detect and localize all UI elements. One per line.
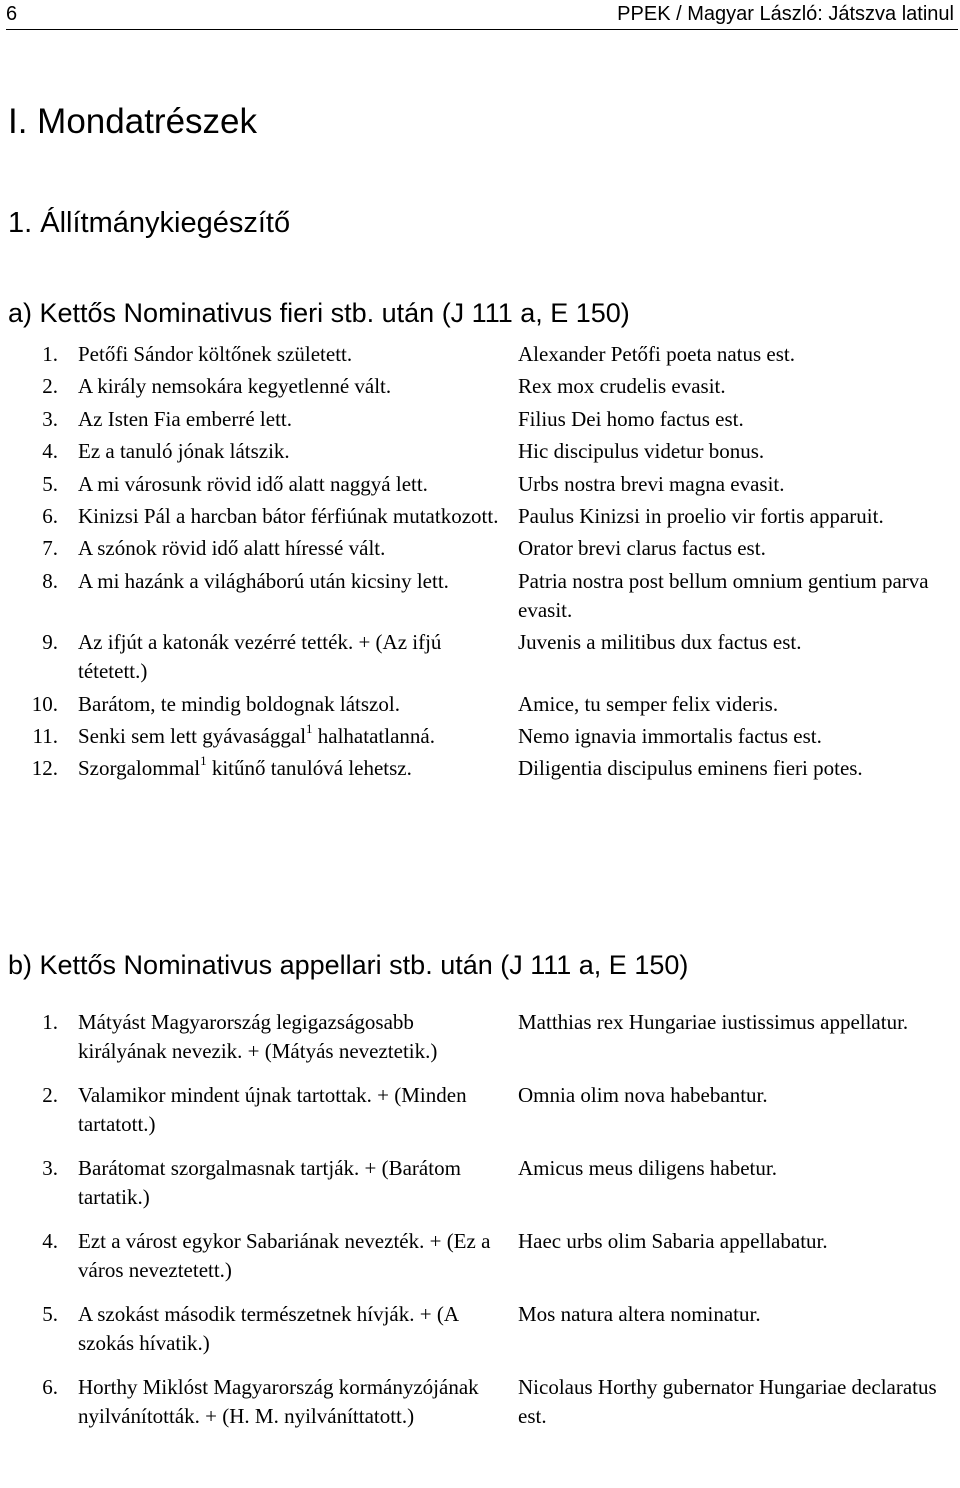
latin-sentence: Diligentia discipulus eminens fieri potes. xyxy=(518,756,863,781)
sentence-row xyxy=(0,754,960,783)
item-number: 1. xyxy=(42,342,58,366)
sentence-row xyxy=(0,1154,960,1212)
latin-sentence: Rex mox crudelis evasit. xyxy=(518,374,726,399)
hungarian-sentence: A szónok rövid idő alatt híressé vált. xyxy=(78,536,386,561)
latin-sentence: Orator brevi clarus factus est. xyxy=(518,536,766,561)
item-number: 4. xyxy=(42,1229,58,1253)
item-number: 11. xyxy=(32,723,58,748)
sentence-row xyxy=(0,628,960,686)
latin-sentence: Amice, tu semper felix videris. xyxy=(518,691,779,716)
sentence-row xyxy=(0,534,960,563)
hungarian-sentence: Horthy Miklóst Magyarország kormányzójának nyilvánították. + (H. M. nyilváníttatott.) xyxy=(78,1375,479,1428)
sentence-row xyxy=(0,1081,960,1139)
hungarian-sentence: Ezt a várost egykor Sabariának nevezték. + (Ez a város neveztetett.) xyxy=(78,1229,491,1282)
sentence-row xyxy=(0,722,960,751)
sentence-text: kitűnő tanulóvá lehetsz. xyxy=(206,756,412,781)
hungarian-sentence: Barátomat szorgalmasnak tartják. + (Barátom tartatik.) xyxy=(78,1156,461,1209)
sentence-row xyxy=(0,1008,960,1066)
sentence-text: halhatatlanná. xyxy=(312,723,435,748)
latin-sentence: Amicus meus diligens habetur. xyxy=(518,1156,777,1180)
sentence-row xyxy=(0,340,960,369)
sentence-text: Szorgalommal xyxy=(78,756,201,781)
sentence-list-a xyxy=(0,340,960,787)
hungarian-sentence: A mi városunk rövid idő alatt naggyá lett. xyxy=(78,471,428,496)
sentence-row xyxy=(0,405,960,434)
hungarian-sentence: A mi hazánk a világháború után kicsiny lett. xyxy=(78,568,449,593)
section-title: 1. Állítmánykiegészítő xyxy=(8,207,291,239)
latin-sentence: Alexander Petőfi poeta natus est. xyxy=(518,342,795,366)
item-number: 2. xyxy=(42,374,58,399)
hungarian-sentence: Valamikor mindent újnak tartottak. + (Minden tartatott.) xyxy=(78,1083,467,1136)
subsection-b-title: b) Kettős Nominativus appellari stb. után (J 111 a, E 150) xyxy=(8,950,689,980)
latin-sentence: Hic discipulus videtur bonus. xyxy=(518,439,765,464)
item-number: 6. xyxy=(42,1375,58,1399)
item-number: 8. xyxy=(42,568,58,593)
latin-sentence: Urbs nostra brevi magna evasit. xyxy=(518,471,785,496)
latin-sentence: Haec urbs olim Sabaria appellabatur. xyxy=(518,1229,828,1253)
latin-sentence: Matthias rex Hungariae iustissimus appellatur. xyxy=(518,1010,909,1034)
hungarian-sentence: Az Isten Fia emberré lett. xyxy=(78,406,292,431)
header-rule xyxy=(6,29,958,30)
item-number: 2. xyxy=(42,1083,58,1107)
sentence-row xyxy=(0,470,960,499)
hungarian-sentence: Kinizsi Pál a harcban bátor férfiúnak mutatkozott. xyxy=(78,503,499,528)
hungarian-sentence: A király nemsokára kegyetlenné vált. xyxy=(78,374,392,399)
item-number: 5. xyxy=(42,1302,58,1326)
item-number: 1. xyxy=(42,1010,58,1034)
footnote-marker: 1 xyxy=(306,720,313,736)
item-number: 4. xyxy=(42,439,58,464)
hungarian-sentence: Petőfi Sándor költőnek született. xyxy=(78,342,353,366)
footnote-marker: 1 xyxy=(200,753,207,769)
sentence-row xyxy=(0,690,960,719)
page-header xyxy=(6,2,954,28)
latin-sentence: Paulus Kinizsi in proelio vir fortis apparuit. xyxy=(518,503,884,528)
item-number: 5. xyxy=(42,471,58,496)
sentence-row xyxy=(0,437,960,466)
latin-sentence: Nicolaus Horthy gubernator Hungariae declaratus est. xyxy=(518,1375,937,1428)
chapter-title: I. Mondatrészek xyxy=(8,102,257,141)
sentence-row xyxy=(0,372,960,401)
latin-sentence: Patria nostra post bellum omnium gentium parva evasit. xyxy=(518,568,929,622)
item-number: 9. xyxy=(42,630,58,655)
latin-sentence: Filius Dei homo factus est. xyxy=(518,406,744,431)
hungarian-sentence: Ez a tanuló jónak látszik. xyxy=(78,439,290,464)
running-title: PPEK / Magyar László: Játszva latinul xyxy=(617,3,954,25)
hungarian-sentence xyxy=(78,754,502,783)
item-number: 12. xyxy=(31,756,58,781)
item-number: 10. xyxy=(31,691,58,716)
hungarian-sentence: A szokást második természetnek hívják. + (A szokás hívatik.) xyxy=(78,1302,458,1355)
hungarian-sentence xyxy=(78,722,502,751)
sentence-row xyxy=(0,1373,960,1431)
item-number: 7. xyxy=(42,536,58,561)
item-number: 3. xyxy=(42,406,58,431)
sentence-row xyxy=(0,502,960,531)
page-number: 6 xyxy=(6,3,18,25)
item-number: 6. xyxy=(42,503,58,528)
latin-sentence: Juvenis a militibus dux factus est. xyxy=(518,630,802,655)
sentence-list-b xyxy=(0,1008,960,1446)
latin-sentence: Mos natura altera nominatur. xyxy=(518,1302,761,1326)
item-number: 3. xyxy=(42,1156,58,1180)
sentence-text: Senki sem lett gyávasággal xyxy=(78,723,307,748)
sentence-row xyxy=(0,1300,960,1358)
latin-sentence: Omnia olim nova habebantur. xyxy=(518,1083,768,1107)
sentence-row xyxy=(0,567,960,625)
hungarian-sentence: Mátyást Magyarország legigazságosabb királyának nevezik. + (Mátyás neveztetik.) xyxy=(78,1010,438,1063)
subsection-a-title: a) Kettős Nominativus fieri stb. után (J 111 a, E 150) xyxy=(8,298,630,328)
latin-sentence: Nemo ignavia immortalis factus est. xyxy=(518,723,822,748)
hungarian-sentence: Barátom, te mindig boldognak látszol. xyxy=(78,691,400,716)
sentence-row xyxy=(0,1227,960,1285)
hungarian-sentence: Az ifjút a katonák vezérré tették. + (Az ifjú tétetett.) xyxy=(78,630,442,684)
